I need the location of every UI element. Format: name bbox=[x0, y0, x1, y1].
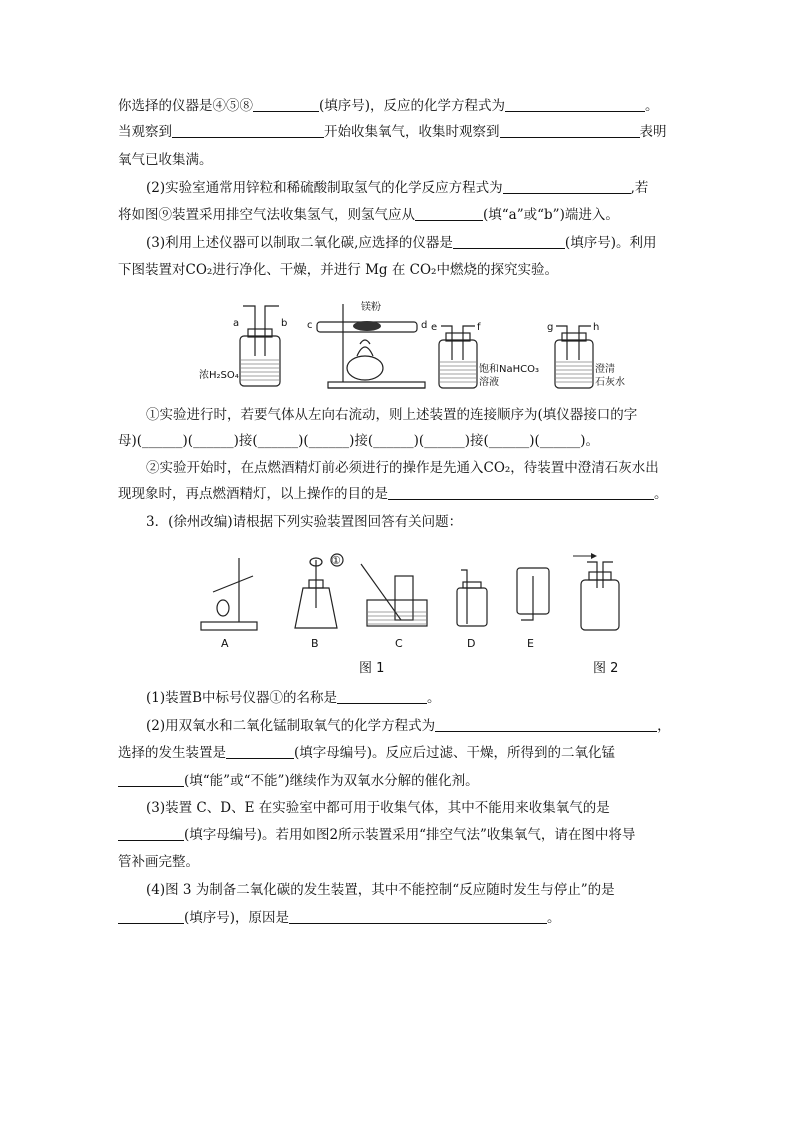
co2-apparatus-figure bbox=[195, 296, 635, 394]
text-line: 当观察到 开始收集氧气，收集时观察到 表明 bbox=[118, 124, 667, 140]
port-label-h: h bbox=[593, 322, 600, 333]
text-line: (4)图 3 为制备二氧化碳的发生装置，其中不能控制“反应随时发生与停止”的是 bbox=[146, 882, 615, 898]
answer-blank[interactable] bbox=[172, 123, 324, 138]
apparatus-label-B: B bbox=[311, 637, 319, 650]
circled-number-label: ① bbox=[331, 554, 341, 567]
limewater-label-2: 石灰水 bbox=[595, 377, 625, 388]
nahco3-solution-label: 溶液 bbox=[479, 377, 499, 388]
text-line: 下图装置对CO₂进行净化、干燥，并进行 Mg 在 CO₂中燃烧的探究实验。 bbox=[118, 262, 558, 278]
apparatus-label-E: E bbox=[527, 637, 534, 650]
text-line: 母)(______)(______)接(______)(______)接(______)(______)接(______)(______)。 bbox=[118, 433, 600, 449]
port-label-g: g bbox=[547, 322, 554, 333]
text-line: 氧气已收集满。 bbox=[118, 152, 213, 168]
text-line: ①实验进行时，若要气体从左向右流动，则上述装置的连接顺序为(填仪器接口的字 bbox=[146, 407, 638, 423]
text-line: (3)装置 C、D、E 在实验室中都可用于收集气体，其中不能用来收集氧气的是 bbox=[146, 800, 610, 816]
answer-blank[interactable] bbox=[226, 744, 294, 759]
apparatus-label-D: D bbox=[467, 637, 476, 650]
text-line: 选择的发生装置是 (填字母编号)。反应后过滤、干燥，所得到的二氧化锰 bbox=[118, 745, 616, 761]
nahco3-label: 饱和NaHCO₃ bbox=[479, 364, 539, 375]
port-label-e: e bbox=[431, 322, 438, 333]
figure-1-caption: 图 1 bbox=[359, 661, 385, 676]
port-label-a: a bbox=[233, 318, 240, 329]
text-line: (3)利用上述仪器可以制取二氧化碳,应选择的仪器是 (填序号)。利用 bbox=[146, 235, 657, 251]
answer-blank[interactable] bbox=[500, 123, 640, 138]
answer-blank[interactable] bbox=[388, 485, 654, 500]
text-line: (填字母编号)。若用如图2所示装置采用“排空气法”收集氧气，请在图中将导 bbox=[118, 825, 635, 845]
port-label-c: c bbox=[307, 320, 313, 331]
port-label-d: d bbox=[421, 320, 428, 331]
answer-blank[interactable] bbox=[289, 909, 547, 924]
question-title: 3．(徐州改编)请根据下列实验装置图回答有关问题： bbox=[146, 514, 463, 530]
text-line: (2)实验室通常用锌粒和稀硫酸制取氢气的化学反应方程式为 ,若 bbox=[146, 180, 649, 196]
answer-blank[interactable] bbox=[505, 97, 645, 112]
text-line: (填序号)，原因是 。 bbox=[118, 908, 561, 928]
lab-apparatus-figure bbox=[195, 548, 645, 680]
apparatus-label-C: C bbox=[395, 637, 403, 650]
answer-blank[interactable] bbox=[415, 206, 483, 221]
conc-sulfuric-acid-label: 浓H₂SO₄ bbox=[199, 370, 239, 381]
text-line: ②实验开始时，在点燃酒精灯前必须进行的操作是先通入CO₂，待装置中澄清石灰水出 bbox=[146, 460, 659, 476]
answer-blank[interactable] bbox=[118, 826, 184, 841]
text-line: (2)用双氧水和二氧化锰制取氧气的化学方程式为 ， bbox=[146, 718, 671, 734]
mg-powder-label: 镁粉 bbox=[361, 302, 381, 313]
text-line: 现现象时，再点燃酒精灯，以上操作的目的是 。 bbox=[118, 486, 668, 502]
text-line: (1)装置B中标号仪器①的名称是 。 bbox=[146, 690, 441, 706]
port-label-b: b bbox=[281, 318, 288, 329]
limewater-label: 澄清 bbox=[595, 364, 615, 375]
text-line: 你选择的仪器是④⑤⑧ (填序号)，反应的化学方程式为 。 bbox=[118, 98, 659, 114]
answer-blank[interactable] bbox=[253, 97, 319, 112]
answer-blank[interactable] bbox=[118, 909, 184, 924]
text-line: (填“能”或“不能”)继续作为双氧水分解的催化剂。 bbox=[118, 771, 479, 791]
flow-arrow-icon bbox=[591, 553, 597, 559]
text-line: 管补画完整。 bbox=[118, 854, 199, 870]
answer-blank[interactable] bbox=[435, 717, 657, 732]
apparatus-label-A: A bbox=[221, 637, 229, 650]
port-label-f: f bbox=[477, 322, 481, 333]
answer-blank[interactable] bbox=[503, 179, 631, 194]
answer-blank[interactable] bbox=[118, 772, 184, 787]
mg-powder-pile bbox=[353, 321, 381, 331]
text-line: 将如图⑨装置采用排空气法收集氢气，则氢气应从 (填“a”或“b”)端进入。 bbox=[118, 207, 619, 223]
answer-blank[interactable] bbox=[337, 689, 427, 704]
answer-blank[interactable] bbox=[453, 234, 565, 249]
figure-2-caption: 图 2 bbox=[593, 661, 619, 676]
